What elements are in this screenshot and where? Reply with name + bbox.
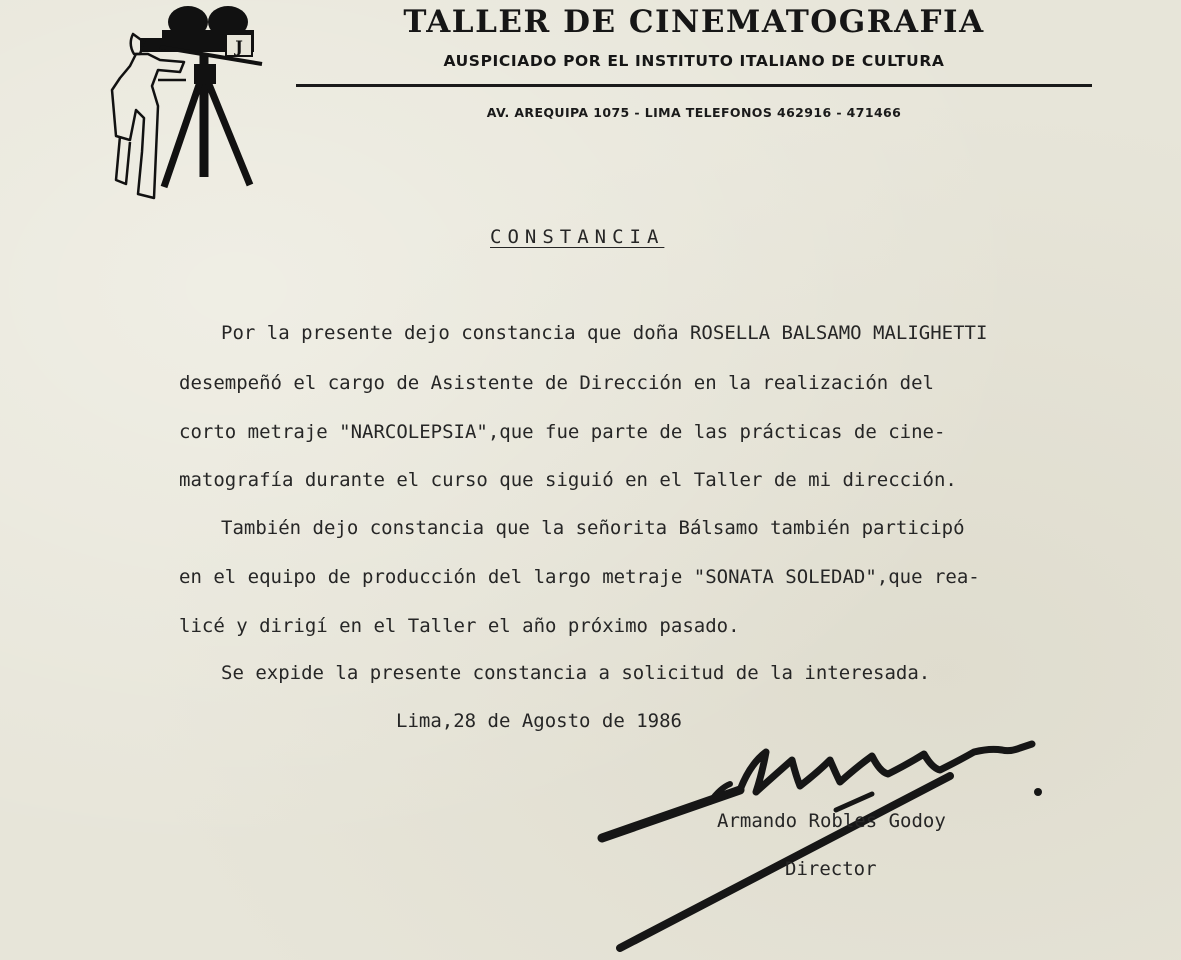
letterhead-title: TALLER DE CINEMATOGRAFIA [403, 4, 985, 40]
cameraman-logo-icon [100, 2, 270, 207]
letterhead-subtitle: AUSPICIADO POR EL INSTITUTO ITALIANO DE CULTURA [443, 52, 945, 70]
letterhead-divider [296, 84, 1092, 87]
body-line: en el equipo de producción del largo metraje "SONATA SOLEDAD",que rea- [179, 566, 980, 588]
body-line: También dejo constancia que la señorita Bálsamo también participó [221, 517, 965, 539]
body-line: matografía durante el curso que siguió en el Taller de mi dirección. [179, 469, 957, 491]
body-line: Se expide la presente constancia a solicitud de la interesada. [221, 662, 931, 684]
body-line: licé y dirigí en el Taller el año próximo pasado. [179, 615, 740, 637]
document-date: Lima,28 de Agosto de 1986 [396, 710, 682, 732]
letterhead-address: AV. AREQUIPA 1075 - LIMA TELEFONOS 462916 - 471466 [486, 105, 902, 120]
signatory-name: Armando Robles Godoy [717, 810, 946, 832]
document-title: CONSTANCIA [490, 226, 665, 248]
body-line: desempeñó el cargo de Asistente de Dirección en la realización del [179, 372, 934, 394]
logo-mark: J [235, 37, 243, 56]
signatory-role: Director [785, 858, 877, 880]
body-line: corto metraje "NARCOLEPSIA",que fue parte de las prácticas de cine- [179, 421, 946, 443]
signature-icon [590, 730, 1060, 960]
body-line: Por la presente dejo constancia que doña ROSELLA BALSAMO MALIGHETTI [221, 322, 988, 344]
